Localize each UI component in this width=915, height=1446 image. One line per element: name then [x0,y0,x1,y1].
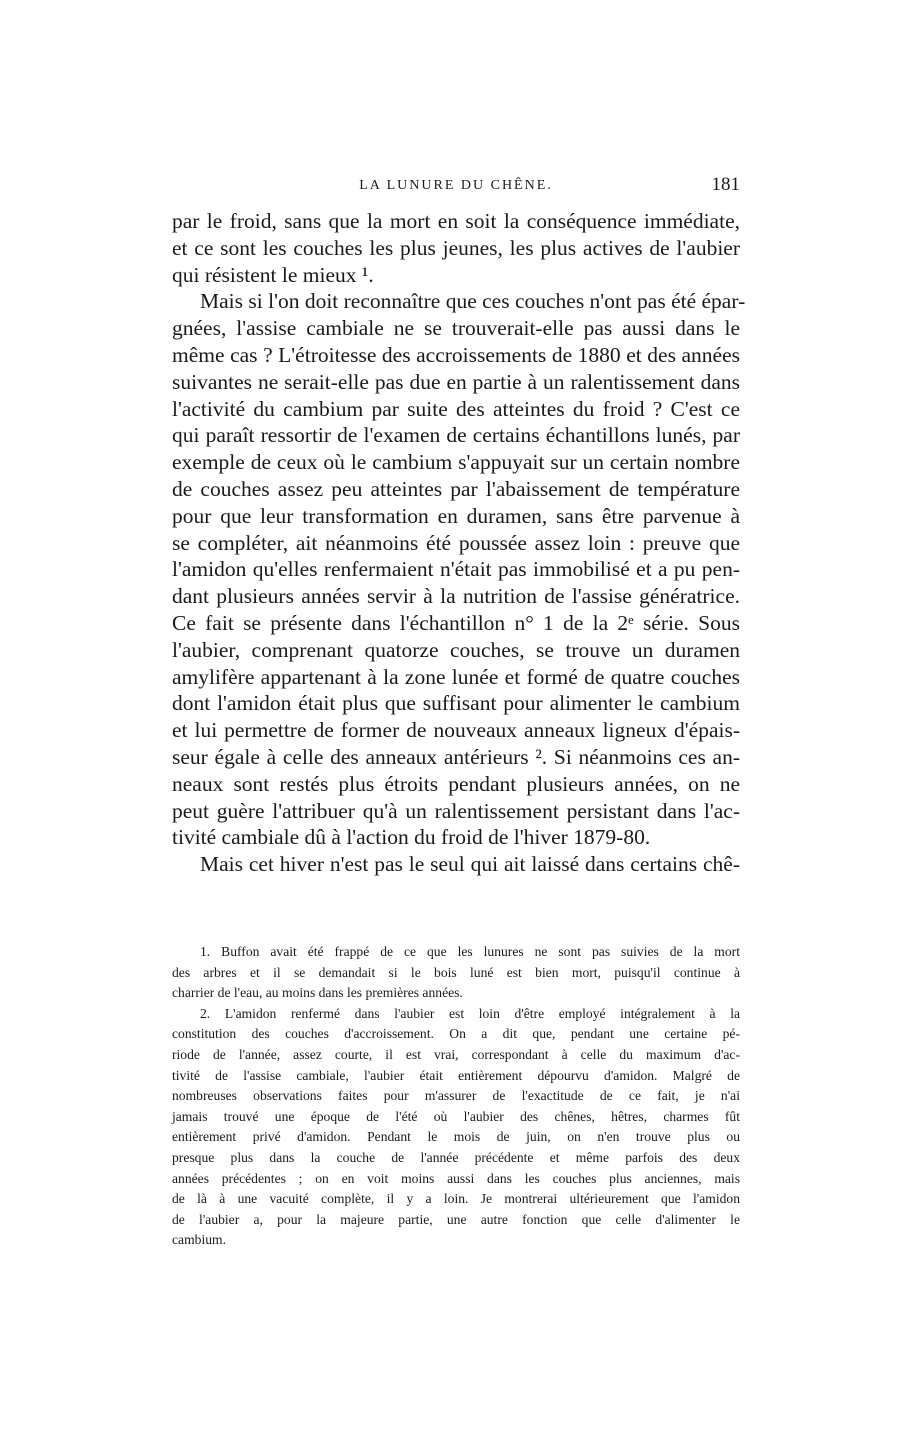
footnote-line: 1. Buffon avait été frappé de ce que les lunures ne sont pas suivies de la mort [200,944,740,959]
body-line: amylifère appartenant à la zone lunée et formé de quatre couches [172,664,740,689]
footnote-line: nombreuses observations faites pour m'assurer de l'exactitude de ce fait, je n'ai [172,1088,740,1104]
footnote-line: des arbres et il se demandait si le bois luné est bien mort, puisqu'il continue à [172,964,740,980]
body-line: Ce fait se présente dans l'échantillon n° 1 de la 2ᵉ série. Sous [172,610,740,635]
footnote-line: charrier de l'eau, au moins dans les premières années. [172,985,463,1001]
footnote-line: riode de l'année, assez courte, il est vrai, correspondant à celle du maximum d'ac- [172,1046,740,1062]
body-line: de couches assez peu atteintes par l'abaissement de température [172,476,740,501]
body-line: qui paraît ressortir de l'examen de certains échantillons lunés, par [172,423,740,448]
body-line: gnées, l'assise cambiale ne se trouverait-elle pas aussi dans le [172,316,740,341]
body-line: et lui permettre de former de nouveaux anneaux ligneux d'épais- [172,718,740,743]
footnote-line: tivité de l'assise cambiale, l'aubier était entièrement dépourvu d'amidon. Malgré de [172,1067,740,1083]
body-line: exemple de ceux où le cambium s'appuyait sur un certain nombre [172,450,740,475]
page-header [172,174,740,200]
footnote-line: cambium. [172,1232,226,1248]
body-line: se compléter, ait néanmoins été poussée assez loin : preuve que [172,530,740,555]
body-line: pour que leur transformation en duramen, sans être parvenue à [172,503,740,528]
body-line: tivité cambiale dû à l'action du froid de l'hiver 1879-80. [172,825,651,850]
footnote-line: constitution des couches d'accroissement. On a dit que, pendant une certaine pé- [172,1026,740,1042]
body-line: même cas ? L'étroitesse des accroissements de 1880 et des années [172,342,740,367]
body-text [172,208,746,878]
body-line: Mais si l'on doit reconnaître que ces couches n'ont pas été épar- [200,289,746,314]
footnote-line: années précédentes ; on en voit moins aussi dans les couches plus anciennes, mais [172,1170,740,1186]
body-line: l'aubier, comprenant quatorze couches, se trouve un duramen [172,637,740,662]
running-title: LA LUNURE DU CHÊNE. [359,178,553,193]
footnotes [172,942,740,1251]
footnote-line: jamais trouvé une époque de l'été où l'aubier des chênes, hêtres, charmes fût [172,1108,740,1124]
page-number: 181 [711,174,740,195]
footnote-line: de là à une vacuité complète, il y a loin. Je montrerai ultérieurement que l'amidon [172,1191,740,1207]
body-line: par le froid, sans que la mort en soit la conséquence immédiate, [172,209,740,233]
body-line: suivantes ne serait-elle pas due en partie à un ralentissement dans [172,369,740,394]
body-line: dant plusieurs années servir à la nutrition de l'assise génératrice. [172,584,740,609]
body-line: dont l'amidon était plus que suffisant pour alimenter le cambium [172,691,740,716]
footnote-line: presque plus dans la couche de l'année précédente et même parfois des deux [172,1149,740,1165]
footnote-line: de l'aubier a, pour la majeure partie, une autre fonction que celle d'alimenter le [172,1211,740,1227]
body-line: et ce sont les couches les plus jeunes, les plus actives de l'aubier [172,235,740,260]
body-line: l'amidon qu'elles renfermaient n'était pas immobilisé et a pu pen- [172,557,740,582]
body-line: seur égale à celle des anneaux antérieurs ². Si néanmoins ces an- [172,744,740,769]
footnote-line: entièrement privé d'amidon. Pendant le mois de juin, on n'en trouve plus ou [172,1129,740,1145]
body-line: qui résistent le mieux ¹. [172,262,374,287]
body-line: Mais cet hiver n'est pas le seul qui ait laissé dans certains chê- [200,852,740,877]
body-line: peut guère l'attribuer qu'à un ralentissement persistant dans l'ac- [172,798,740,823]
body-line: l'activité du cambium par suite des atteintes du froid ? C'est ce [172,396,740,421]
body-line: neaux sont restés plus étroits pendant plusieurs années, on ne [172,771,740,796]
footnote-line: 2. L'amidon renfermé dans l'aubier est loin d'être employé intégralement à la [200,1005,740,1021]
